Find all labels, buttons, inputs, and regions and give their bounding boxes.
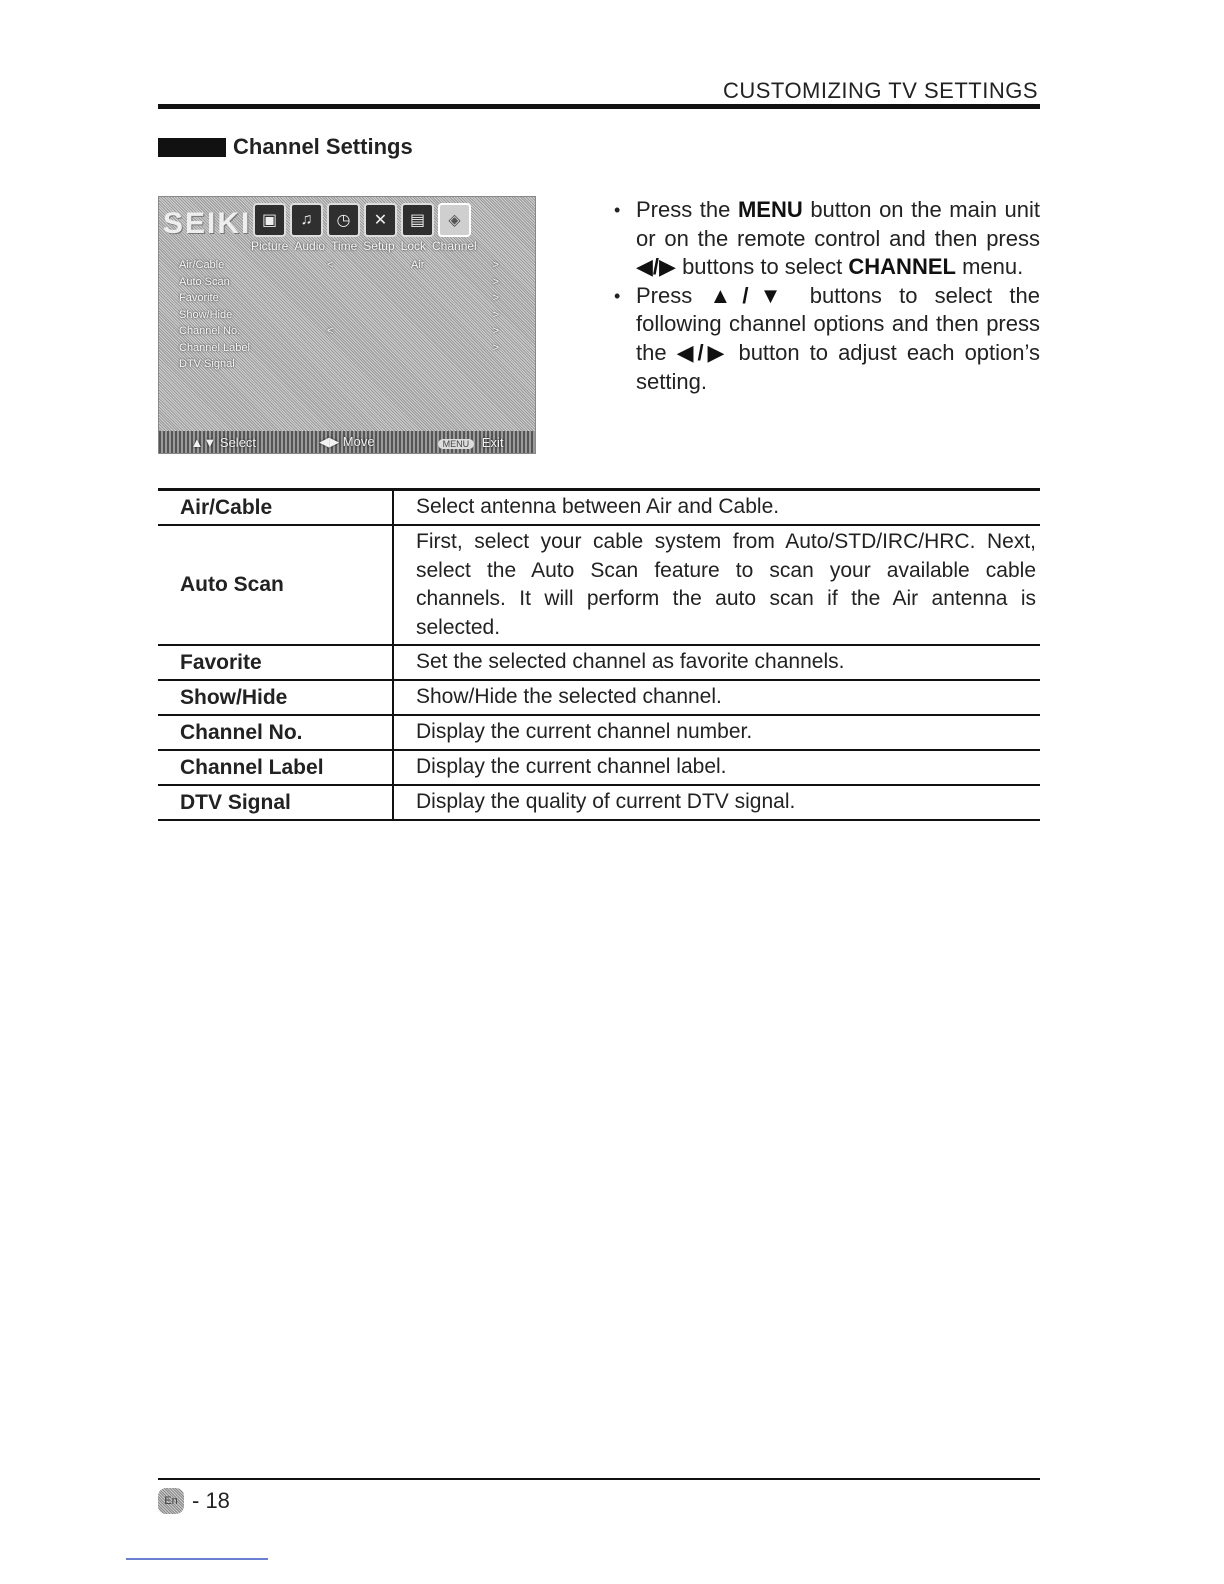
table-row	[158, 715, 1040, 750]
setting-name: Air/Cable	[158, 490, 393, 526]
osd-menu-item	[179, 259, 519, 276]
setting-description: Display the current channel number.	[416, 720, 753, 744]
setting-name: DTV Signal	[158, 785, 393, 820]
osd-right-arrow: >	[492, 292, 499, 304]
instruction-text: buttons to select the following channel options and then press the	[636, 282, 1040, 365]
instruction-text: Press the	[636, 197, 738, 222]
osd-menu-item	[179, 309, 519, 326]
osd-left-arrow: <	[327, 325, 334, 337]
instruction-text: menu.	[955, 254, 1024, 280]
osd-right-arrow: >	[492, 341, 499, 354]
osd-menu-item	[179, 325, 519, 342]
osd-item-label: Channel Label	[179, 341, 250, 354]
up-down-arrows-icon: ▲/▼	[709, 282, 793, 308]
setting-description: Display the current channel label.	[416, 755, 727, 779]
osd-tab-channel: Channel	[432, 239, 477, 253]
section-title: Channel Settings	[233, 134, 413, 159]
osd-item-value: Air	[411, 259, 425, 271]
left-right-arrows-icon: ◀▶	[319, 434, 340, 449]
osd-menu-item	[179, 276, 519, 293]
brand-logo: SEIKI	[163, 207, 252, 240]
osd-hint-exit	[438, 435, 504, 450]
heading-bar	[158, 138, 226, 157]
osd-icon-row	[253, 203, 471, 237]
osd-hint-select-label: Select	[219, 434, 257, 450]
osd-tab-time: Time	[331, 239, 358, 253]
osd-tabs	[251, 239, 477, 253]
setting-name: Auto Scan	[158, 525, 393, 645]
page-footer	[158, 1488, 230, 1514]
osd-tab-setup: Setup	[363, 239, 395, 253]
header-rule	[158, 104, 1040, 109]
osd-hint-select	[191, 435, 257, 450]
channel-settings-table	[158, 488, 1040, 821]
table-row	[158, 490, 1040, 526]
osd-menu-list	[179, 259, 519, 375]
osd-item-label: Channel No.	[179, 325, 241, 337]
up-down-arrows-icon: ▲▼	[190, 434, 217, 450]
table-row	[158, 750, 1040, 785]
osd-hint-exit-label: Exit	[481, 434, 504, 450]
table-row	[158, 645, 1040, 680]
osd-menu-item	[179, 358, 519, 375]
setting-name: Channel No.	[158, 715, 393, 750]
instruction-text: button on the main unit or on the remote control and then press	[636, 197, 1040, 251]
menu-key-icon: MENU	[438, 439, 475, 449]
osd-tab-lock: Lock	[400, 239, 427, 253]
osd-menu-item	[179, 292, 519, 309]
instruction-text: buttons to select	[675, 254, 849, 280]
setup-icon: ✕	[364, 203, 397, 237]
channel-icon: ◈	[438, 203, 471, 237]
setting-description: Set the selected channel as favorite channels.	[416, 650, 845, 674]
osd-tab-picture: Picture	[251, 239, 289, 253]
osd-hint-move-label: Move	[342, 434, 375, 449]
osd-hint-move	[319, 434, 374, 450]
menu-keyword: MENU	[737, 197, 803, 222]
setting-description: Display the quality of current DTV signal.	[416, 790, 796, 814]
footer-rule	[158, 1478, 1040, 1480]
setting-description: Show/Hide the selected channel.	[416, 685, 722, 709]
channel-keyword: CHANNEL	[848, 254, 956, 280]
left-right-arrows-icon: ◀/▶	[636, 254, 676, 280]
language-badge-icon: En	[158, 1488, 184, 1514]
left-right-arrows-icon: ◀/▶	[676, 339, 729, 365]
table-row	[158, 680, 1040, 715]
osd-footer-hints	[159, 431, 535, 453]
osd-item-label: Auto Scan	[179, 275, 230, 288]
osd-right-arrow: >	[492, 275, 499, 288]
instruction-text: button to adjust each option’s setting.	[636, 339, 1041, 394]
audio-icon: ♫	[290, 203, 323, 237]
lock-icon: ▤	[401, 203, 434, 237]
instruction-item	[612, 282, 1040, 396]
osd-right-arrow: >	[492, 308, 499, 321]
table-row	[158, 785, 1040, 820]
setting-description: First, select your cable system from Auto/STD/IRC/HRC. Next, select the Auto Scan feature to scan your available cable channels. It will perform the auto scan if the Air antenna is selected.	[416, 530, 1036, 639]
osd-item-label: DTV Signal	[179, 358, 235, 370]
osd-tab-audio: Audio	[294, 239, 326, 253]
tv-osd-screenshot	[158, 196, 536, 454]
page-number: - 18	[192, 1488, 230, 1513]
setting-name: Favorite	[158, 645, 393, 680]
instruction-text: Press	[636, 282, 710, 308]
osd-right-arrow: >	[492, 325, 499, 337]
setting-name: Channel Label	[158, 750, 393, 785]
picture-icon: ▣	[253, 203, 286, 237]
link-underline	[126, 1558, 268, 1560]
setting-description: Select antenna between Air and Cable.	[416, 495, 780, 519]
osd-left-arrow: <	[327, 259, 334, 271]
osd-menu-item	[179, 342, 519, 359]
setting-name: Show/Hide	[158, 680, 393, 715]
osd-right-arrow: >	[492, 259, 499, 271]
time-icon: ◷	[327, 203, 360, 237]
section-heading	[158, 134, 413, 160]
osd-item-label: Favorite	[179, 292, 219, 304]
instruction-item	[612, 196, 1040, 282]
page-header-title: CUSTOMIZING TV SETTINGS	[722, 78, 1038, 103]
osd-item-label: Show/Hide	[179, 308, 233, 321]
table-row	[158, 525, 1040, 645]
osd-item-label: Air/Cable	[179, 259, 225, 271]
instruction-list	[612, 196, 1040, 396]
